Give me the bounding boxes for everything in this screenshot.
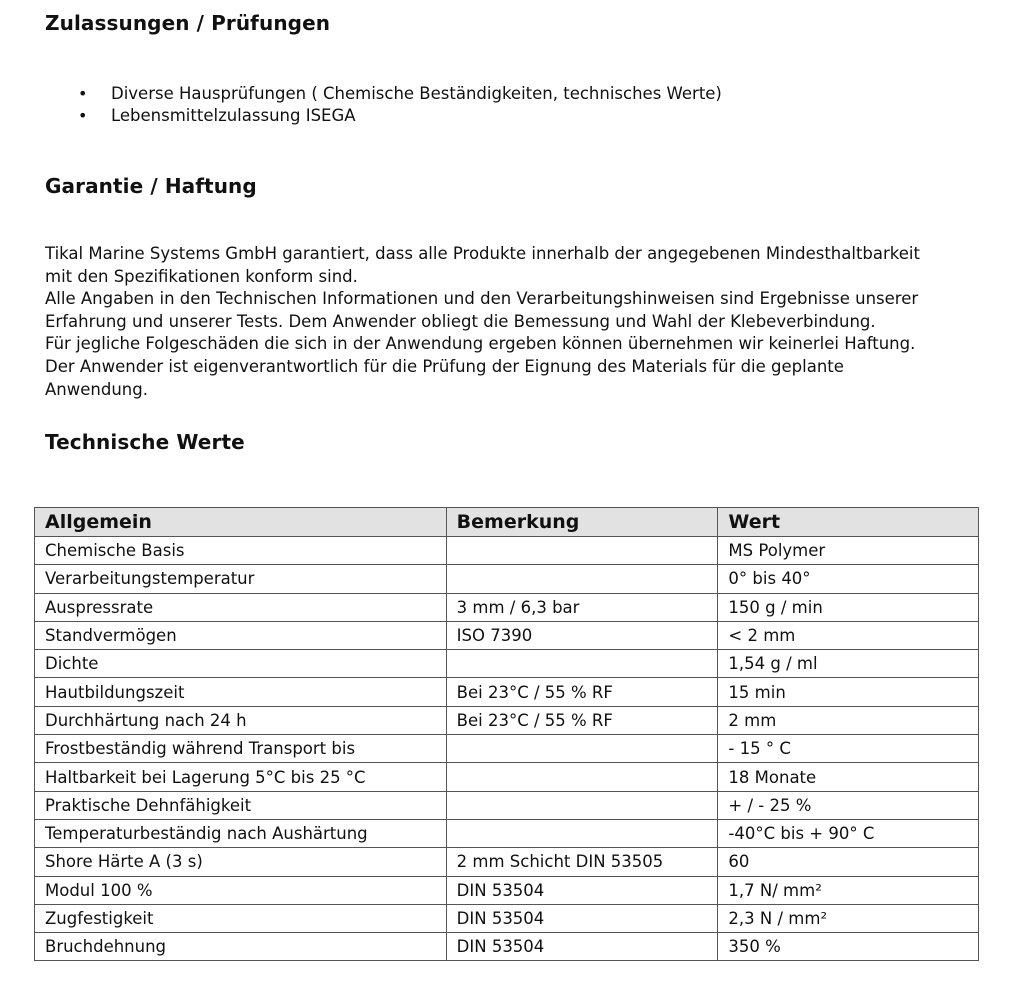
cell-remark — [446, 650, 718, 678]
cell-value: 2 mm — [718, 706, 979, 734]
list-item-text: Lebensmittelzulassung ISEGA — [111, 106, 356, 125]
cell-property: Haltbarkeit bei Lagerung 5°C bis 25 °C — [35, 763, 447, 791]
cell-remark: DIN 53504 — [446, 876, 718, 904]
cell-property: Frostbeständig während Transport bis — [35, 735, 447, 763]
cell-value: -40°C bis + 90° C — [718, 819, 979, 847]
cell-value: 2,3 N / mm² — [718, 904, 979, 932]
approvals-heading: Zulassungen / Prüfungen — [45, 11, 331, 35]
paragraph-line: Für jegliche Folgeschäden die sich in der Anwendung ergeben können übernehmen wir keinerlei Haftung. — [45, 334, 916, 354]
table-row — [35, 735, 979, 763]
table-row — [35, 593, 979, 621]
cell-value: 0° bis 40° — [718, 565, 979, 593]
cell-value: 60 — [718, 848, 979, 876]
table-row — [35, 876, 979, 904]
tech-values-heading: Technische Werte — [45, 430, 245, 454]
cell-value: 18 Monate — [718, 763, 979, 791]
approvals-list — [78, 83, 722, 127]
cell-remark: ISO 7390 — [446, 621, 718, 649]
cell-property: Verarbeitungstemperatur — [35, 565, 447, 593]
guarantee-heading: Garantie / Haftung — [45, 174, 257, 198]
cell-remark: 3 mm / 6,3 bar — [446, 593, 718, 621]
table-header-row — [35, 508, 979, 537]
bullet-icon: • — [78, 84, 88, 103]
cell-value: 350 % — [718, 933, 979, 961]
cell-remark: 2 mm Schicht DIN 53505 — [446, 848, 718, 876]
header-allgemein: Allgemein — [35, 508, 447, 537]
paragraph-line: Erfahrung und unserer Tests. Dem Anwender obliegt die Bemessung und Wahl der Klebeverbindung. — [45, 311, 876, 331]
cell-property: Praktische Dehnfähigkeit — [35, 791, 447, 819]
cell-property: Standvermögen — [35, 621, 447, 649]
table-row — [35, 904, 979, 932]
paragraph-line: Alle Angaben in den Technischen Informationen und den Verarbeitungshinweisen sind Ergebnisse unserer — [45, 289, 919, 309]
cell-remark — [446, 763, 718, 791]
cell-remark — [446, 565, 718, 593]
cell-remark: Bei 23°C / 55 % RF — [446, 706, 718, 734]
list-item — [78, 105, 722, 127]
table-row — [35, 933, 979, 961]
table-row — [35, 763, 979, 791]
bullet-icon: • — [78, 106, 88, 125]
table-row — [35, 537, 979, 565]
tech-values-table — [34, 507, 979, 961]
paragraph-line: Tikal Marine Systems GmbH garantiert, dass alle Produkte innerhalb der angegebenen Mindesthaltbarkeit — [45, 244, 920, 263]
cell-property: Durchhärtung nach 24 h — [35, 706, 447, 734]
table-row — [35, 706, 979, 734]
cell-property: Bruchdehnung — [35, 933, 447, 961]
header-wert: Wert — [718, 508, 979, 537]
table-row — [35, 791, 979, 819]
cell-remark — [446, 791, 718, 819]
cell-value: MS Polymer — [718, 537, 979, 565]
cell-property: Modul 100 % — [35, 876, 447, 904]
cell-remark: DIN 53504 — [446, 933, 718, 961]
cell-property: Shore Härte A (3 s) — [35, 848, 447, 876]
cell-remark — [446, 537, 718, 565]
paragraph-line: mit den Spezifikationen konform sind. — [45, 266, 358, 286]
cell-value: - 15 ° C — [718, 735, 979, 763]
table-row — [35, 621, 979, 649]
cell-property: Zugfestigkeit — [35, 904, 447, 932]
cell-value: 1,54 g / ml — [718, 650, 979, 678]
cell-value: + / - 25 % — [718, 791, 979, 819]
cell-property: Dichte — [35, 650, 447, 678]
table-row — [35, 650, 979, 678]
cell-property: Chemische Basis — [35, 537, 447, 565]
guarantee-paragraph — [45, 243, 1005, 401]
table-row — [35, 678, 979, 706]
cell-remark — [446, 819, 718, 847]
cell-property: Temperaturbeständig nach Aushärtung — [35, 819, 447, 847]
list-item-text: Diverse Hausprüfungen ( Chemische Beständigkeiten, technisches Werte) — [111, 84, 722, 103]
table-row — [35, 819, 979, 847]
cell-remark — [446, 735, 718, 763]
paragraph-line: Anwendung. — [45, 379, 148, 399]
header-bemerkung: Bemerkung — [446, 508, 718, 537]
table-row — [35, 848, 979, 876]
list-item — [78, 83, 722, 105]
paragraph-line: Der Anwender ist eigenverantwortlich für die Prüfung der Eignung des Materials für die geplante — [45, 356, 844, 376]
cell-remark: DIN 53504 — [446, 904, 718, 932]
cell-property: Hautbildungszeit — [35, 678, 447, 706]
cell-value: 150 g / min — [718, 593, 979, 621]
cell-property: Auspressrate — [35, 593, 447, 621]
cell-value: < 2 mm — [718, 621, 979, 649]
cell-value: 1,7 N/ mm² — [718, 876, 979, 904]
cell-remark: Bei 23°C / 55 % RF — [446, 678, 718, 706]
cell-value: 15 min — [718, 678, 979, 706]
table-row — [35, 565, 979, 593]
